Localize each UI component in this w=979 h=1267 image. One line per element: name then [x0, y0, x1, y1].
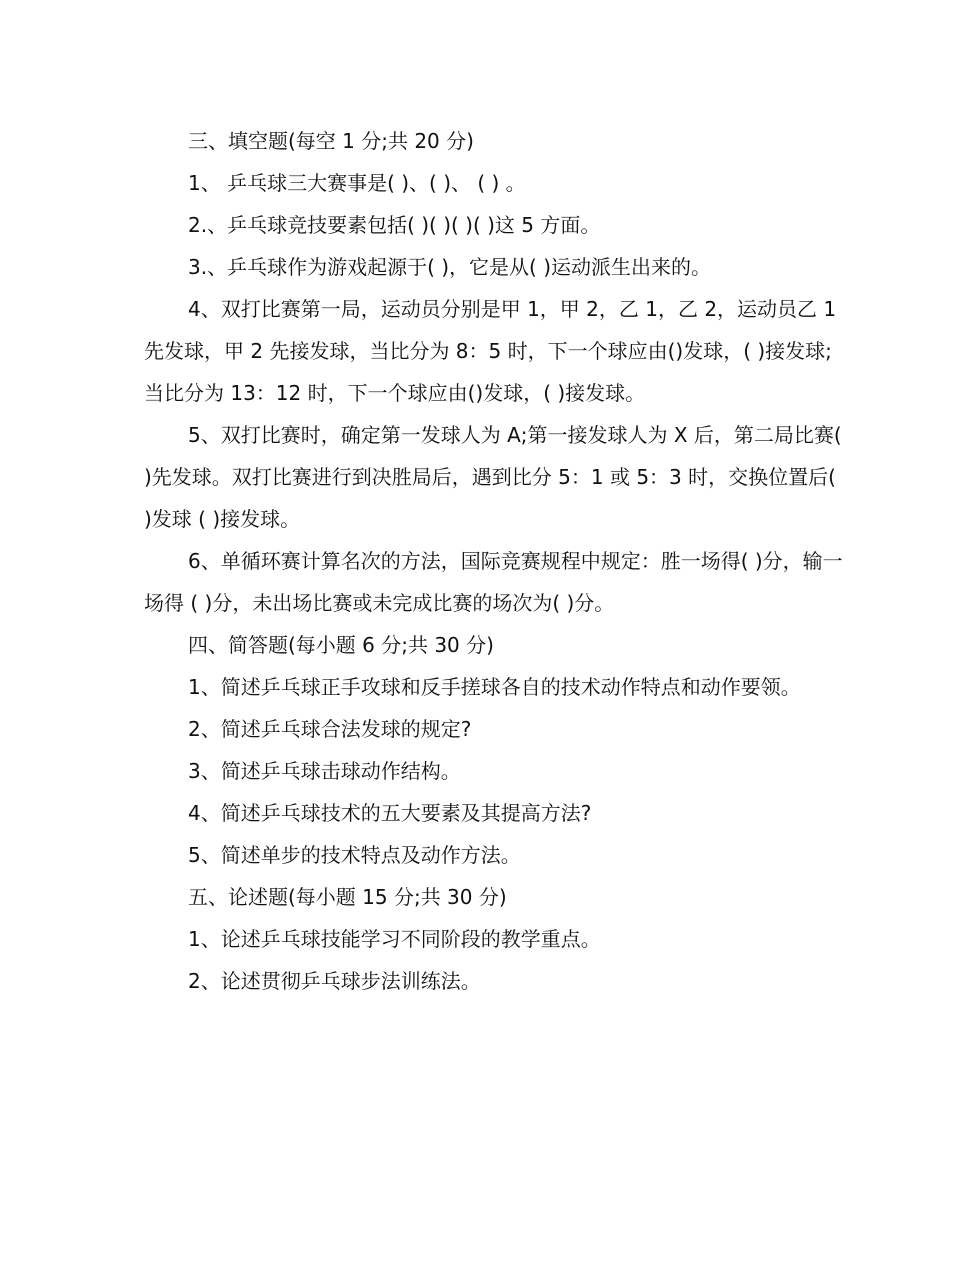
question-paragraph: 1、简述乒乓球正手攻球和反手搓球各自的技术动作特点和动作要领。	[188, 675, 801, 699]
question-paragraph: 3、简述乒乓球击球动作结构。	[188, 759, 461, 783]
section-heading-essay: 五、论述题(每小题 15 分;共 30 分)	[188, 885, 507, 909]
question-paragraph: 6、单循环赛计算名次的方法，国际竞赛规程中规定：胜一场得( )分，输一场得 ( )分，未出场比赛或未完成比赛的场次为( )分。	[144, 549, 843, 615]
section-heading-short-answer: 四、简答题(每小题 6 分;共 30 分)	[188, 633, 494, 657]
question-paragraph: 4、简述乒乓球技术的五大要素及其提高方法?	[188, 801, 592, 825]
question-paragraph: 2、论述贯彻乒乓球步法训练法。	[188, 969, 481, 993]
question-paragraph: 4、双打比赛第一局，运动员分别是甲 1，甲 2，乙 1，乙 2，运动员乙 1 先发球，甲 2 先接发球，当比分为 8：5 时，下一个球应由()发球，( )接发球;当比分为 13：12 时，下一个球应由()发球，( )接发球。	[144, 297, 837, 405]
question-paragraph: 1、 乒乓球三大赛事是( )、( )、 ( ) 。	[188, 171, 526, 195]
question-paragraph: 5、简述单步的技术特点及动作方法。	[188, 843, 521, 867]
question-paragraph: 2、简述乒乓球合法发球的规定?	[188, 717, 472, 741]
document-body	[144, 120, 844, 1002]
section-heading-fill-in-blank: 三、填空题(每空 1 分;共 20 分)	[188, 129, 474, 153]
question-paragraph: 5、双打比赛时，确定第一发球人为 A;第一接发球人为 X 后，第二局比赛( )先发球。双打比赛进行到决胜局后，遇到比分 5：1 或 5：3 时，交换位置后( )发球 ( )接发球。	[144, 423, 842, 531]
question-paragraph: 1、论述乒乓球技能学习不同阶段的教学重点。	[188, 927, 601, 951]
question-paragraph: 2.、乒乓球竞技要素包括( )( )( )( )这 5 方面。	[188, 213, 601, 237]
question-paragraph: 3.、乒乓球作为游戏起源于( )，它是从( )运动派生出来的。	[188, 255, 712, 279]
